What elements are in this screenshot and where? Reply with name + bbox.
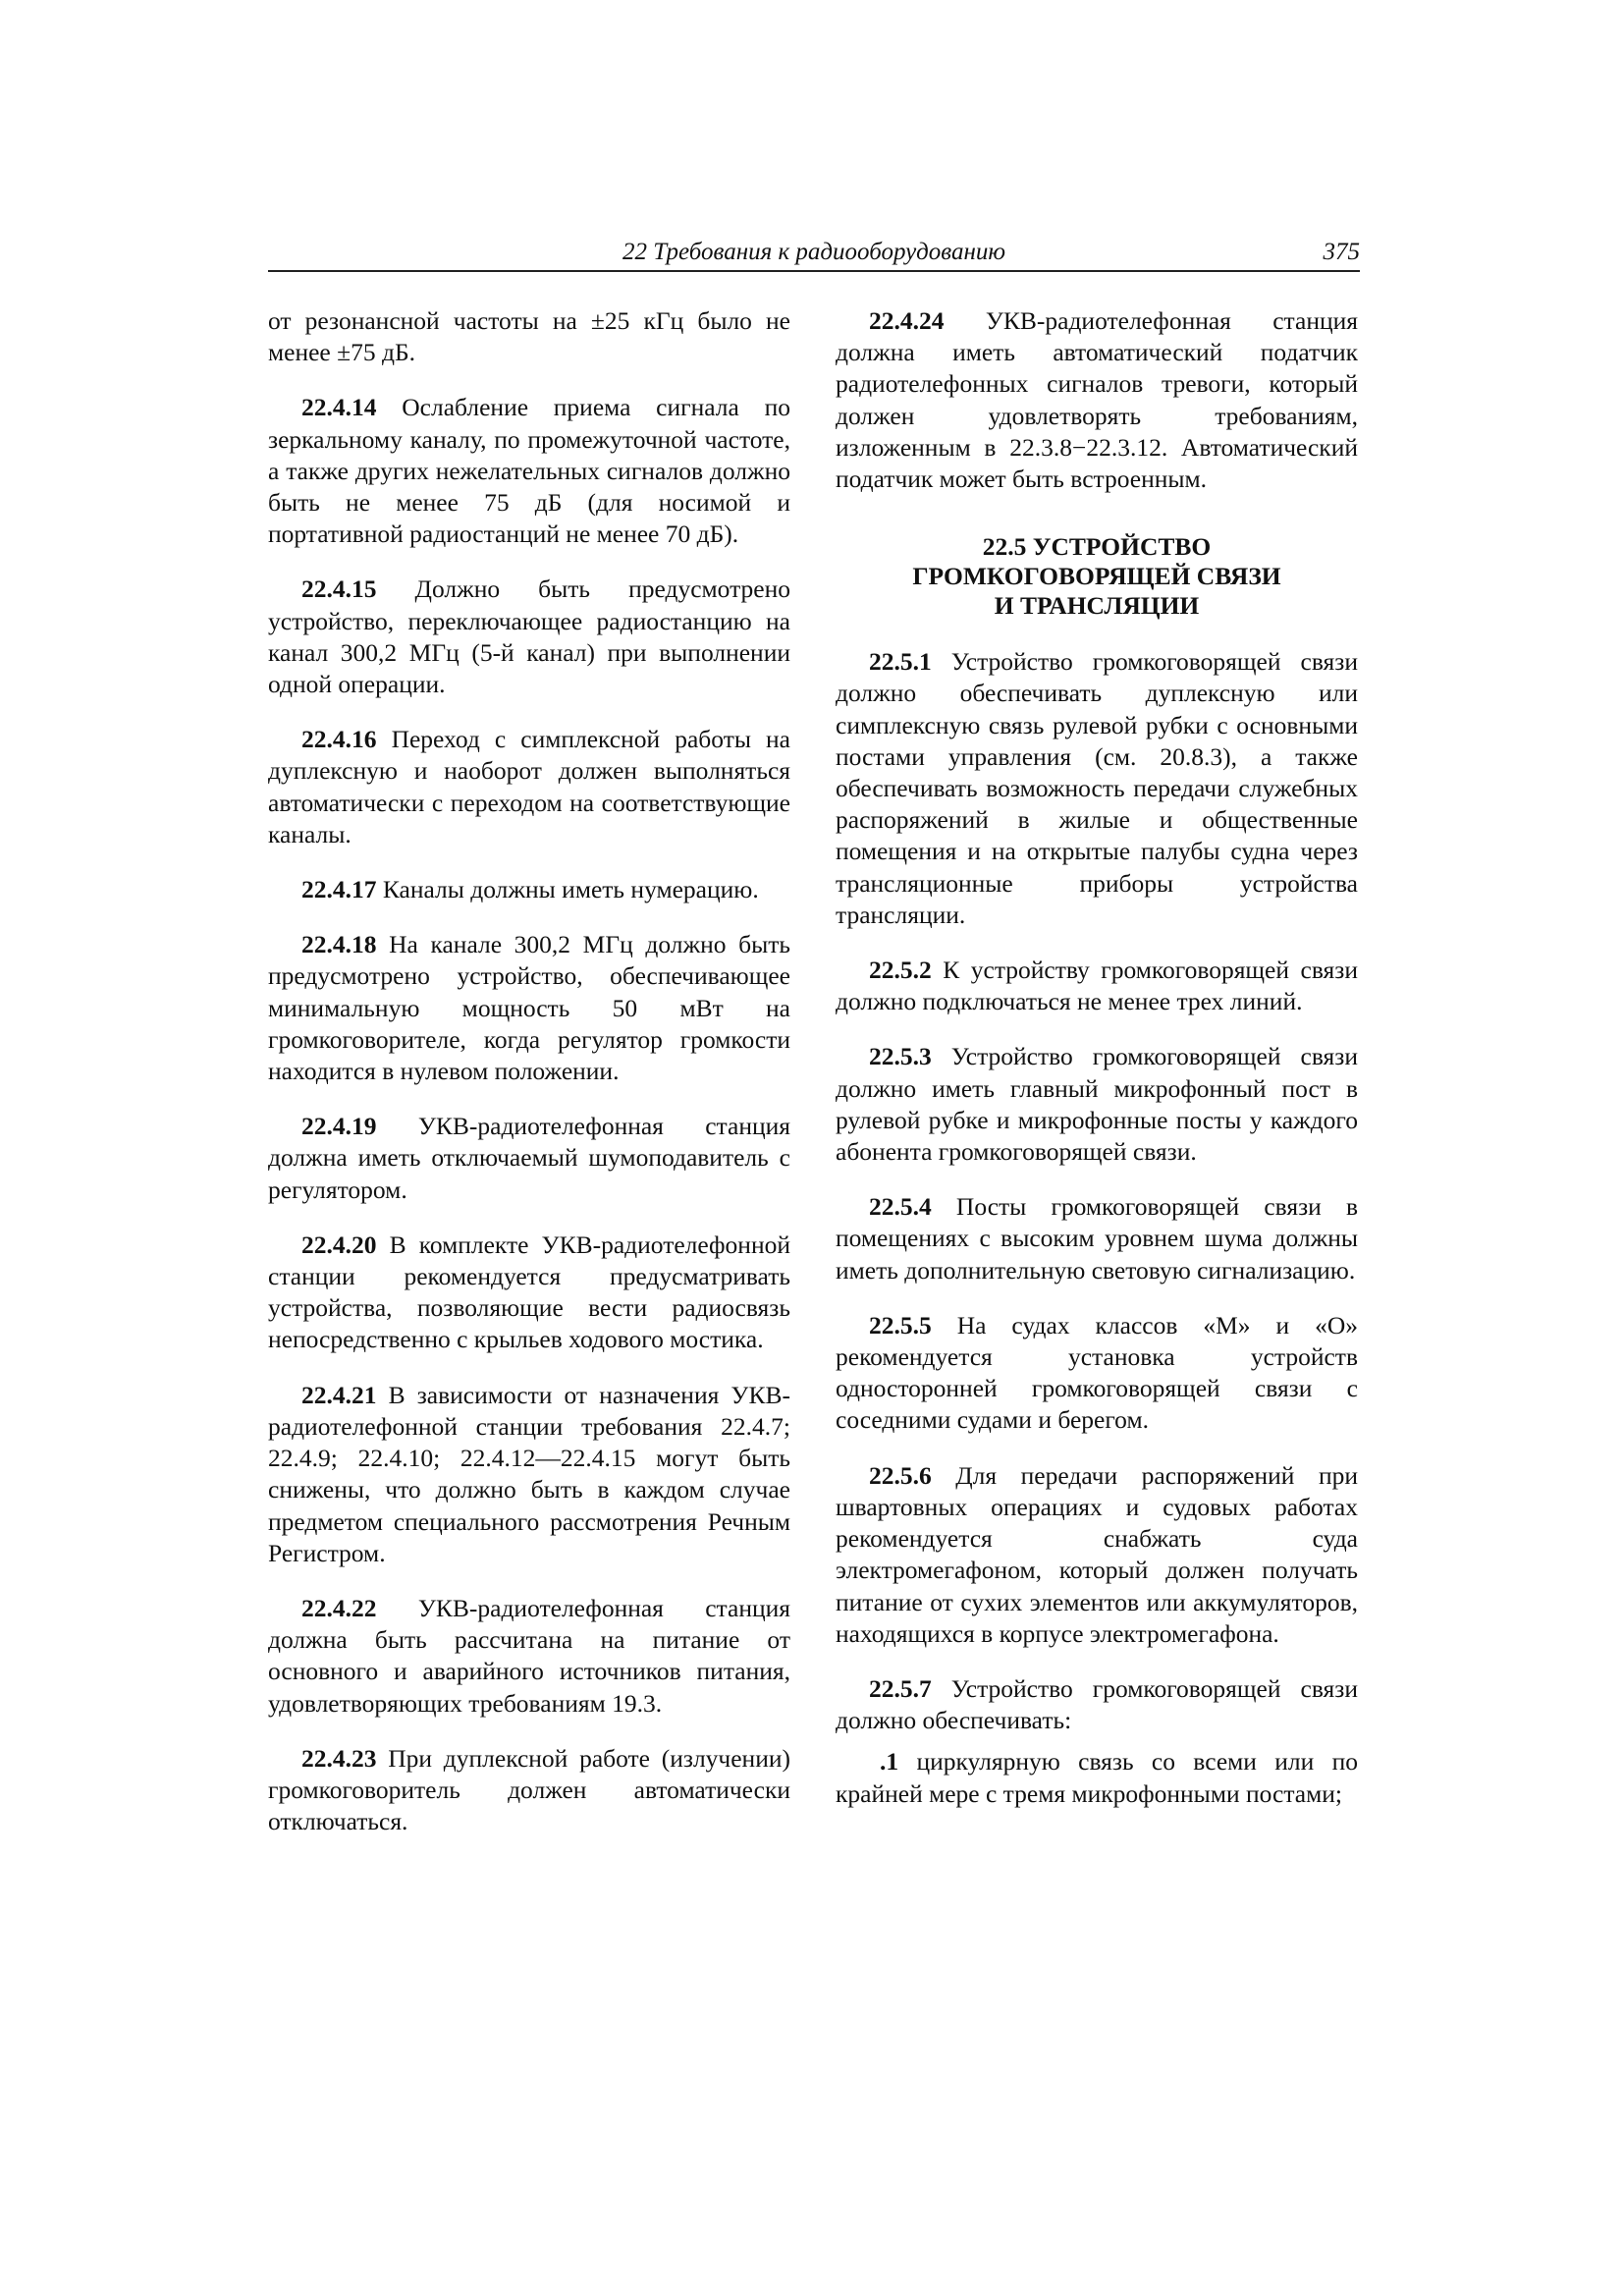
paragraph-text: УКВ-радиотелефонная станция должна иметь отключаемый шумоподавитель с регулятором. bbox=[268, 1112, 790, 1204]
clause-number: 22.5.1 bbox=[869, 647, 932, 677]
paragraph bbox=[268, 874, 790, 905]
paragraph-text: При дуплексной работе (излучении) громкоговоритель должен автоматически отключаться. bbox=[268, 1743, 790, 1836]
clause-number: 22.4.22 bbox=[301, 1593, 377, 1622]
paragraph-text: Ослабление приема сигнала по зеркальному каналу, по промежуточной частоте, а также других нежелательных сигналов должно быть не менее 75 дБ (для носимой и портативной радиостанций не менее 70 дБ). bbox=[268, 393, 790, 549]
paragraph-text: от резонансной частоты на ±25 кГц было не менее ±75 дБ. bbox=[268, 306, 790, 367]
paragraph-text: Переход с симплексной работы на дуплексную и наоборот должен выполняться автоматически с переходом на соответствующие каналы. bbox=[268, 725, 790, 848]
page-number: 375 bbox=[1323, 239, 1360, 265]
clause-number: 22.4.18 bbox=[301, 930, 377, 959]
clause-number: 22.4.15 bbox=[301, 574, 377, 604]
paragraph bbox=[836, 955, 1358, 1017]
paragraph-text: На судах классов «М» и «О» рекомендуется установка устройств односторонней громкоговорящей связи с соседними судами и берегом. bbox=[836, 1310, 1358, 1435]
paragraph bbox=[836, 305, 1358, 495]
running-header bbox=[268, 237, 1360, 272]
paragraph bbox=[268, 574, 790, 700]
paragraph-text: Должно быть предусмотрено устройство, переключающее радиостанцию на канал 300,2 МГц (5-й канал) при выполнении одной операции. bbox=[268, 574, 790, 699]
paragraph-text: Устройство громкоговорящей связи должно обеспечивать: bbox=[836, 1673, 1358, 1735]
paragraph-text: Каналы должны иметь нумерацию. bbox=[376, 875, 759, 904]
clause-number: 22.4.16 bbox=[301, 725, 377, 754]
clause-number: 22.4.19 bbox=[301, 1112, 377, 1141]
paragraph bbox=[268, 305, 790, 368]
paragraph-text: В зависимости от назначения УКВ-радиотелефонной станции требования 22.4.7; 22.4.9; 22.4.10; 22.4.12—22.4.15 могут быть снижены, что должно быть в каждом случае предметом специального рассмотрения Речным Регистром. bbox=[268, 1380, 790, 1567]
paragraph-text: Устройство громкоговорящей связи должно иметь главный микрофонный пост в рулевой рубке и микрофонные посты у каждого абонента громкоговорящей связи. bbox=[836, 1042, 1358, 1167]
left-column bbox=[268, 305, 790, 1861]
paragraph bbox=[836, 1310, 1358, 1437]
paragraph-text: УКВ-радиотелефонная станция должна иметь автоматический податчик радиотелефонных сигналов тревоги, который должен удовлетворять требованиям, изложенным в 22.3.8−22.3.12. Автоматический податчик может быть встроенным. bbox=[836, 306, 1358, 494]
clause-number: 22.5.7 bbox=[869, 1673, 932, 1703]
paragraph-text: УКВ-радиотелефонная станция должна быть рассчитана на питание от основного и аварийного источников питания, удовлетворяющих требованиям 19.3. bbox=[268, 1593, 790, 1718]
clause-number: 22.5.5 bbox=[869, 1310, 932, 1339]
clause-number: 22.4.20 bbox=[301, 1230, 377, 1259]
section-heading-line: ГРОМКОГОВОРЯЩЕЙ СВЯЗИ bbox=[912, 562, 1281, 591]
paragraph-text: Устройство громкоговорящей связи должно обеспечивать дуплексную или симплексную связь рулевой рубки с основными постами управления (см. 20.8.3), а также обеспечивать возможность передачи служебных распоряжений в жилые и общественные помещения и на открытые палубы судна через трансляционные приборы устройства трансляции. bbox=[836, 647, 1358, 929]
paragraph bbox=[836, 1041, 1358, 1168]
section-heading-line: 22.5 УСТРОЙСТВО bbox=[982, 532, 1212, 562]
paragraph bbox=[836, 646, 1358, 931]
paragraph bbox=[268, 1111, 790, 1206]
paragraph-text: Для передачи распоряжений при швартовных операциях и судовых работах рекомендуется снабжать суда электромегафоном, который должен получать питание от сухих элементов или аккумуляторов, находящихся в корпусе электромегафона. bbox=[836, 1460, 1358, 1648]
paragraph bbox=[268, 1230, 790, 1356]
paragraph bbox=[268, 1593, 790, 1720]
right-column bbox=[836, 305, 1358, 1833]
clause-number: 22.4.23 bbox=[301, 1743, 377, 1773]
paragraph-text: На канале 300,2 МГц должно быть предусмотрено устройство, обеспечивающее минимальную мощность 50 мВт на громкоговорителе, когда регулятор громкости находится в нулевом положении. bbox=[268, 930, 790, 1086]
paragraph bbox=[268, 929, 790, 1087]
paragraph-text: В комплекте УКВ-радиотелефонной станции рекомендуется предусматривать устройства, позволяющие вести радиосвязь непосредственно с крыльев ходового мостика. bbox=[268, 1230, 790, 1354]
paragraph bbox=[836, 1191, 1358, 1286]
paragraph bbox=[268, 1380, 790, 1569]
section-heading-line: И ТРАНСЛЯЦИИ bbox=[994, 591, 1200, 621]
paragraph bbox=[268, 392, 790, 550]
paragraph-text: К устройству громкоговорящей связи должно подключаться не менее трех линий. bbox=[836, 956, 1358, 1016]
list-item bbox=[836, 1746, 1358, 1809]
section-heading bbox=[836, 532, 1358, 621]
clause-number: 22.5.2 bbox=[869, 956, 932, 985]
header-title: 22 Требования к радиооборудованию bbox=[622, 239, 1006, 265]
clause-number: 22.4.17 bbox=[301, 875, 377, 904]
clause-number: 22.4.24 bbox=[869, 306, 945, 335]
clause-number: 22.4.14 bbox=[301, 393, 377, 422]
clause-number: 22.4.21 bbox=[301, 1380, 377, 1409]
item-number: .1 bbox=[880, 1747, 899, 1777]
paragraph bbox=[268, 1743, 790, 1838]
paragraph bbox=[268, 724, 790, 850]
clause-number: 22.5.3 bbox=[869, 1042, 932, 1071]
paragraph-text: Посты громкоговорящей связи в помещениях с высоким уровнем шума должны иметь дополнительную световую сигнализацию. bbox=[836, 1192, 1358, 1285]
clause-number: 22.5.6 bbox=[869, 1460, 932, 1490]
clause-number: 22.5.4 bbox=[869, 1192, 932, 1222]
paragraph bbox=[836, 1460, 1358, 1650]
paragraph-text: циркулярную связь со всеми или по крайней мере с тремя микрофонными постами; bbox=[836, 1747, 1358, 1808]
paragraph bbox=[836, 1673, 1358, 1736]
